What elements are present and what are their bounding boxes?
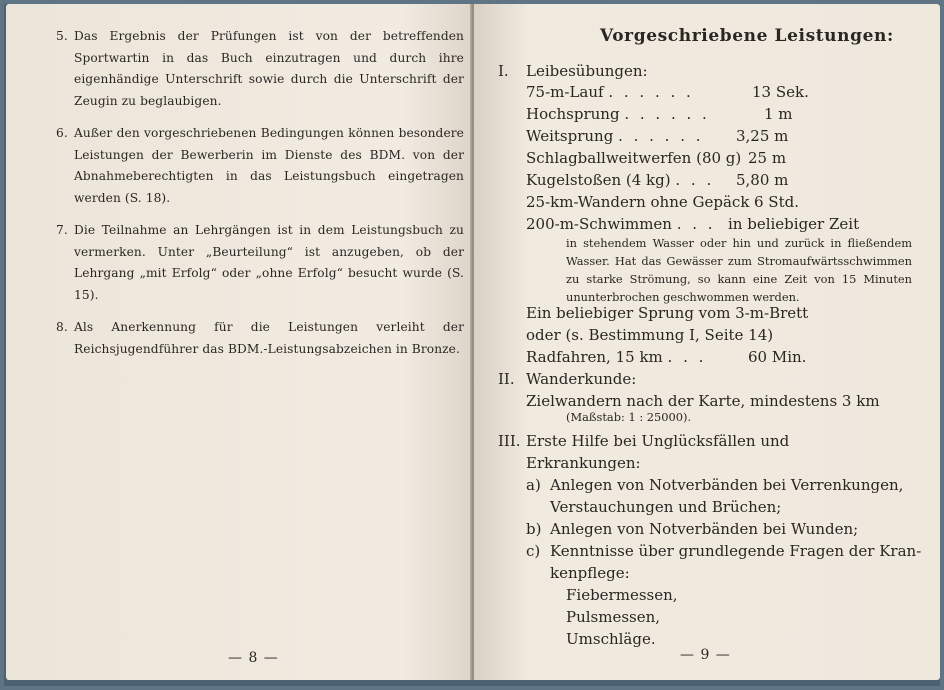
map-scale: (Maßstab: 1 : 25000). bbox=[566, 410, 692, 424]
rule-item bbox=[56, 220, 464, 306]
requirement-label: 25-km-Wandern ohne Gepäck bbox=[526, 193, 750, 211]
care-list-item: Fiebermessen, bbox=[566, 586, 678, 604]
leader-dots: . . . bbox=[675, 171, 715, 189]
rule-text: Das Ergebnis der Prüfungen ist von der betreffenden Sportwartin in das Buch einzutragen und durch ihre eigenhändige Unterschrift sowie durch die Unterschrift der Zeugin zu beglaubigen. bbox=[74, 29, 464, 108]
section-roman: II. bbox=[498, 370, 515, 388]
rule-number: 7. bbox=[56, 223, 68, 237]
requirement-row bbox=[526, 147, 741, 169]
requirement-row bbox=[526, 103, 710, 125]
first-aid-item bbox=[526, 518, 916, 540]
rule-text: Außer den vorgeschriebenen Bedingungen können besondere Leistungen der Bewerberin im Dienste des BDM. von der Abnahmeberechtigten in das Leistungsbuch eingetragen werden (S. 18). bbox=[74, 126, 464, 205]
requirement-value: 25 m bbox=[748, 149, 787, 167]
rules-list bbox=[56, 26, 464, 371]
swim-note: in stehendem Wasser oder hin und zurück in fließendem Wasser. Hat das Gewässer zum Stromaufwärtsschwimmen zu starke Strömung, so kann eine Zeit von 15 Minuten ununterbrochen geschwommen werden. bbox=[566, 236, 912, 304]
requirement-label: Radfahren, 15 km bbox=[526, 348, 663, 366]
rule-item bbox=[56, 26, 464, 112]
item-text: Kenntnisse über grundlegende Fragen der Kran- bbox=[550, 542, 922, 560]
rule-number: 6. bbox=[56, 126, 68, 140]
page-number-left: — 8 — bbox=[228, 650, 279, 666]
leader-dots: . . . bbox=[667, 348, 707, 366]
care-list bbox=[566, 584, 678, 650]
requirement-value: in beliebiger Zeit bbox=[728, 215, 860, 233]
requirement-label: Hochsprung bbox=[526, 105, 620, 123]
item-text: Anlegen von Notverbänden bei Wunden; bbox=[550, 520, 859, 538]
care-list-item: Pulsmessen, bbox=[566, 608, 661, 626]
section-title: Erste Hilfe bei Unglücksfällen und bbox=[526, 432, 790, 450]
item-text-cont: Verstauchungen und Brüchen; bbox=[550, 498, 782, 516]
section-heading-2 bbox=[498, 368, 918, 390]
section-title: Wanderkunde: bbox=[526, 370, 637, 388]
leader-dots: . . . . . . bbox=[624, 105, 710, 123]
requirement-row bbox=[526, 169, 714, 191]
leader-dots: . . . . . . bbox=[618, 127, 704, 145]
jump-line-2: oder (s. Bestimmung I, Seite 14) bbox=[526, 326, 774, 344]
item-label: c) bbox=[526, 542, 541, 560]
rule-item bbox=[56, 123, 464, 209]
wander-line: Zielwandern nach der Karte, mindestens 3 km bbox=[526, 392, 880, 410]
leader-dots: . . . bbox=[676, 215, 716, 233]
rule-item bbox=[56, 317, 464, 360]
page-title: Vorgeschriebene Leistungen: bbox=[600, 26, 894, 46]
requirement-value: 3,25 m bbox=[736, 127, 789, 145]
requirement-label: Weitsprung bbox=[526, 127, 614, 145]
item-label: b) bbox=[526, 520, 542, 538]
item-text: Anlegen von Notverbänden bei Verrenkungen, bbox=[550, 476, 904, 494]
requirement-label: Kugelstoßen (4 kg) bbox=[526, 171, 671, 189]
jump-line-1: Ein beliebiger Sprung vom 3-m-Brett bbox=[526, 304, 809, 322]
leader-dots: . . . . . . bbox=[608, 83, 694, 101]
rule-text: Als Anerkennung für die Leistungen verleiht der Reichsjugendführer das BDM.-Leistungsabzeichen in Bronze. bbox=[74, 320, 464, 356]
first-aid-item bbox=[526, 474, 916, 496]
rule-text: Die Teilnahme an Lehrgängen ist in dem Leistungsbuch zu vermerken. Unter „Beurteilung“ ist anzugeben, ob der Lehrgang „mit Erfolg“ oder „ohne Erfolg“ besucht wurde (S. 15). bbox=[74, 223, 464, 302]
rule-number: 8. bbox=[56, 320, 68, 334]
requirement-label: 200-m-Schwimmen bbox=[526, 215, 672, 233]
section-roman: I. bbox=[498, 62, 509, 80]
first-aid-item bbox=[526, 540, 926, 562]
item-text-cont: kenpflege: bbox=[550, 564, 630, 582]
requirement-row bbox=[526, 191, 749, 213]
care-list-item: Umschläge. bbox=[566, 630, 656, 648]
section-heading-3 bbox=[498, 430, 918, 452]
section-roman: III. bbox=[498, 432, 521, 450]
requirement-row bbox=[526, 213, 716, 235]
item-label: a) bbox=[526, 476, 541, 494]
requirement-value: 60 Min. bbox=[748, 348, 807, 366]
requirement-value: 6 Std. bbox=[754, 193, 799, 211]
requirement-value: 13 Sek. bbox=[752, 83, 809, 101]
requirement-label: Schlagballweitwerfen (80 g) bbox=[526, 149, 742, 167]
section-title-cont: Erkrankungen: bbox=[526, 454, 641, 472]
left-page bbox=[6, 4, 472, 680]
requirement-label: 75-m-Lauf bbox=[526, 83, 604, 101]
page-number-right: — 9 — bbox=[680, 647, 731, 663]
book-spread bbox=[4, 4, 940, 686]
requirement-row bbox=[526, 125, 704, 147]
requirement-value: 5,80 m bbox=[736, 171, 789, 189]
requirement-row bbox=[526, 81, 694, 103]
section-title: Leibesübungen: bbox=[526, 62, 648, 80]
rule-number: 5. bbox=[56, 29, 68, 43]
right-page bbox=[474, 4, 940, 680]
section-heading-1 bbox=[498, 60, 918, 82]
requirement-row bbox=[526, 346, 706, 368]
requirement-value: 1 m bbox=[764, 105, 793, 123]
